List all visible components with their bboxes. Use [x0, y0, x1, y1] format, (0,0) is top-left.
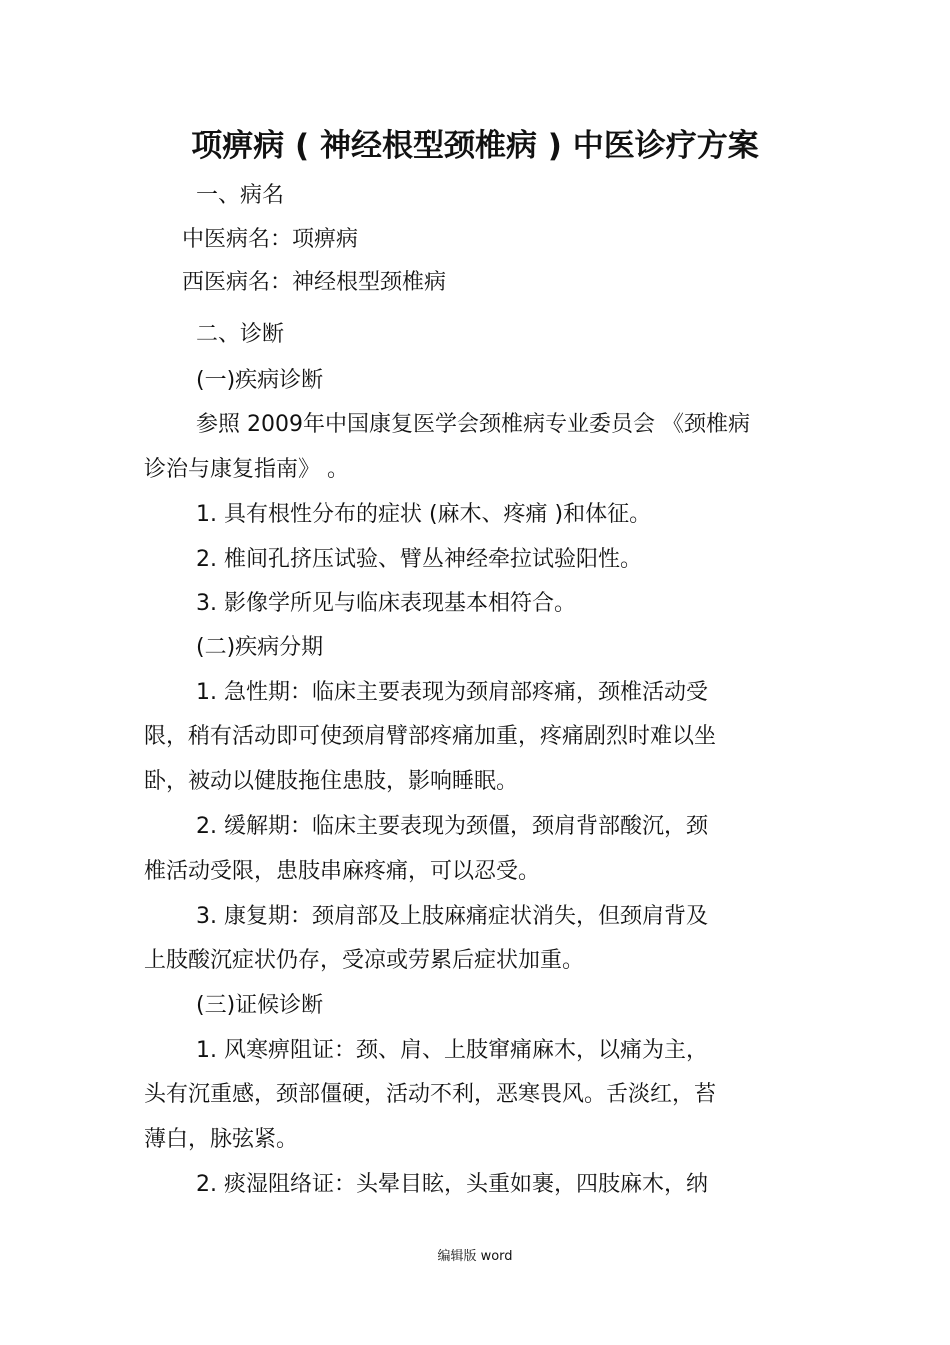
body-line: 头有沉重感，颈部僵硬，活动不利，恶寒畏风。舌淡红，苔 [144, 1082, 717, 1107]
body-line: 诊治与康复指南》 。 [144, 457, 349, 482]
page-footer: 编辑版 word [437, 1249, 513, 1264]
list-item: 3. 康复期：颈肩部及上肢麻痛症状消失，但颈肩背及 [196, 904, 708, 929]
body-line: 西医病名：神经根型颈椎病 [182, 270, 447, 295]
list-item: 2. 椎间孔挤压试验、臂丛神经牵拉试验阳性。 [196, 547, 642, 572]
list-item: 1. 具有根性分布的症状 (麻木、疼痛 )和体征。 [196, 502, 652, 527]
section-heading: 二、诊断 [196, 322, 285, 347]
body-line: 限，稍有活动即可使颈肩臂部疼痛加重，疼痛剧烈时难以坐 [144, 724, 717, 749]
body-line: 中医病名：项痹病 [182, 227, 359, 252]
list-item: 1. 急性期：临床主要表现为颈肩部疼痛，颈椎活动受 [196, 680, 708, 705]
body-line: 卧，被动以健肢拖住患肢，影响睡眠。 [144, 769, 519, 794]
body-line: 参照 2009年中国康复医学会颈椎病专业委员会 《颈椎病 [196, 412, 750, 437]
list-item: 1. 风寒痹阻证：颈、肩、上肢窜痛麻木，以痛为主， [196, 1038, 708, 1063]
body-line: 薄白，脉弦紧。 [144, 1127, 299, 1152]
subsection-heading: (三)证候诊断 [196, 993, 324, 1018]
body-line: 椎活动受限，患肢串麻疼痛，可以忍受。 [144, 859, 541, 884]
list-item: 2. 缓解期：临床主要表现为颈僵，颈肩背部酸沉，颈 [196, 814, 708, 839]
body-line: 上肢酸沉症状仍存，受凉或劳累后症状加重。 [144, 948, 585, 973]
document-title: 项痹病 ( 神经根型颈椎病 ) 中医诊疗方案 [191, 128, 759, 164]
subsection-heading: (二)疾病分期 [196, 635, 324, 660]
list-item: 2. 痰湿阻络证：头晕目眩，头重如裹，四肢麻木，纳 [196, 1172, 708, 1197]
section-heading: 一、病名 [196, 183, 285, 208]
subsection-heading: (一)疾病诊断 [196, 368, 324, 393]
list-item: 3. 影像学所见与临床表现基本相符合。 [196, 591, 576, 616]
